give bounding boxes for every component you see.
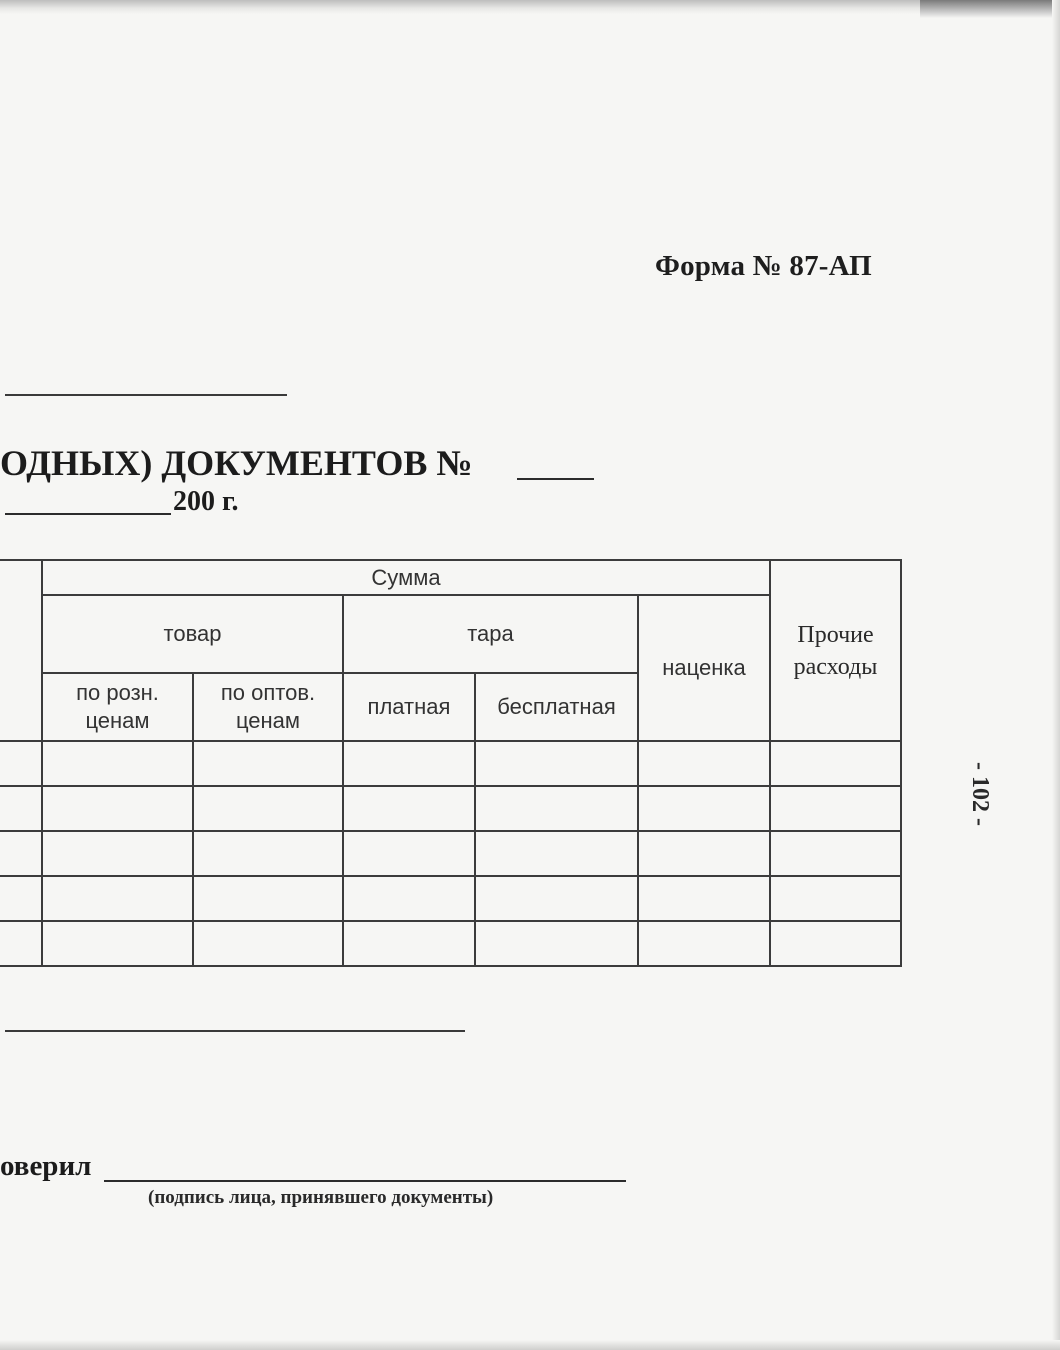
table-cell[interactable] [638,741,770,786]
table-row [0,831,901,876]
scan-top-edge [0,0,1060,14]
header-sum: Сумма [42,560,770,595]
scan-bottom-edge [0,1340,1060,1350]
table-cell[interactable] [638,921,770,966]
document-title [0,442,473,484]
table-cell[interactable] [42,921,193,966]
document-title-text: ОДНЫХ) ДОКУМЕНТОВ № [0,443,473,483]
table-cell[interactable] [42,741,193,786]
accountant-blank-line[interactable] [5,1030,465,1032]
table-cell[interactable] [343,831,475,876]
header-free: бесплатная [475,673,638,741]
header-paid: платная [343,673,475,741]
table-cell[interactable] [193,786,343,831]
table-cell[interactable] [0,831,42,876]
table-cell[interactable] [193,741,343,786]
table-cell[interactable] [638,831,770,876]
table-cell[interactable] [343,876,475,921]
table-cell[interactable] [0,786,42,831]
header-container: тара [343,595,638,673]
table-cell[interactable] [0,921,42,966]
table-cell[interactable] [475,921,638,966]
header-goods: товар [42,595,343,673]
table-row [0,741,901,786]
table-cell[interactable] [770,876,901,921]
document-number-blank[interactable] [517,478,594,480]
table-cell[interactable] [770,921,901,966]
table-cell[interactable] [42,876,193,921]
table-cell[interactable] [343,741,475,786]
page-number-marker: - 102 - [967,762,993,826]
header-retail-prices: по розн. ценам [42,673,193,741]
table-cell[interactable] [193,876,343,921]
header-markup: наценка [638,595,770,741]
checked-by-label: оверил [0,1150,92,1182]
table-cell[interactable] [638,876,770,921]
form-number: Форма № 87-АП [655,250,872,282]
header-other-expenses: Прочие расходы [770,560,901,741]
table-cell[interactable] [193,921,343,966]
date-blank-line[interactable] [5,513,171,515]
table-cell[interactable] [343,786,475,831]
table-cell[interactable] [0,876,42,921]
table-row [0,786,901,831]
table-cell[interactable] [42,831,193,876]
header-row-sum [0,560,901,595]
table-cell[interactable] [343,921,475,966]
table-row [0,921,901,966]
table-cell[interactable] [42,786,193,831]
table-cell[interactable] [193,831,343,876]
date-year: 200 г. [173,486,239,517]
table-cell[interactable] [475,831,638,876]
documents-register-table [0,559,902,967]
table-cell[interactable] [475,786,638,831]
table-cell[interactable] [475,741,638,786]
table-cell[interactable] [770,831,901,876]
table-cell[interactable] [638,786,770,831]
header-row-groups [0,595,901,673]
scan-corner-shadow [920,0,1060,18]
table-cell[interactable] [770,741,901,786]
scan-right-edge [1052,0,1060,1350]
table-cell[interactable] [475,876,638,921]
table-row [0,876,901,921]
header-wholesale-prices: по оптов. ценам [193,673,343,741]
table-cell[interactable] [0,741,42,786]
signature-blank-line[interactable] [104,1180,626,1182]
organization-blank-line[interactable] [5,394,287,396]
header-cut-column [0,560,42,741]
signature-caption: (подпись лица, принявшего документы) [148,1187,494,1208]
table-cell[interactable] [770,786,901,831]
